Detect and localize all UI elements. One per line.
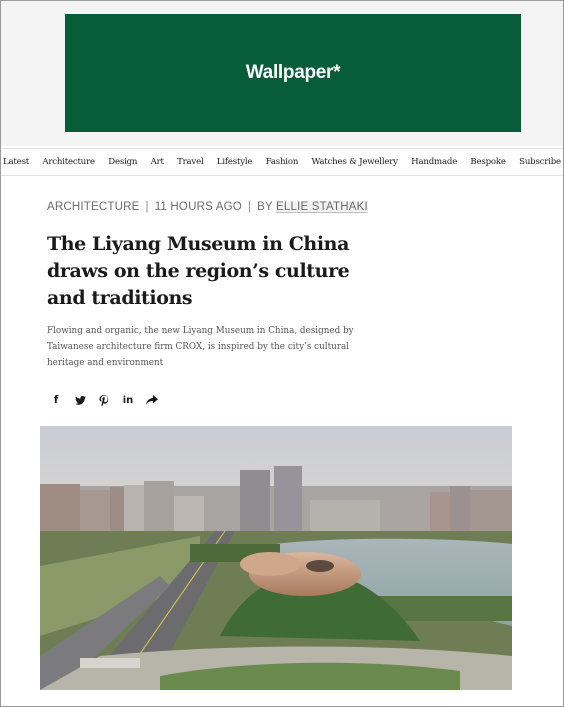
header-area	[1, 1, 563, 146]
author-link[interactable]: ELLIE STATHAKI	[276, 201, 368, 213]
nav-item-lifestyle[interactable]: Lifestyle	[216, 157, 253, 167]
linkedin-icon[interactable]	[116, 392, 140, 408]
nav-item-architecture[interactable]: Architecture	[42, 157, 95, 167]
publish-time: 11 HOURS AGO	[154, 201, 242, 213]
nav-item-art[interactable]: Art	[150, 157, 164, 167]
meta-separator: |	[247, 201, 252, 213]
twitter-icon[interactable]	[68, 392, 92, 408]
article-meta	[47, 201, 368, 213]
byline-prefix: BY	[257, 201, 273, 213]
nav-item-design[interactable]: Design	[108, 157, 138, 167]
facebook-glyph: f	[53, 394, 59, 406]
share-arrow-icon[interactable]	[140, 392, 164, 408]
main-nav	[1, 148, 563, 176]
hero-image	[40, 426, 512, 690]
article-headline: The Liyang Museum in China draws on the region’s culture and traditions	[47, 233, 350, 309]
category-link[interactable]: ARCHITECTURE	[47, 201, 140, 213]
site-logo[interactable]: Wallpaper*	[245, 62, 341, 83]
nav-item-bespoke[interactable]: Bespoke	[470, 157, 506, 167]
nav-item-travel[interactable]: Travel	[177, 157, 204, 167]
nav-item-watches-jewellery[interactable]: Watches & Jewellery	[311, 157, 398, 167]
brand-banner[interactable]	[65, 14, 521, 132]
nav-item-fashion[interactable]: Fashion	[265, 157, 299, 167]
linkedin-glyph: in	[122, 394, 134, 406]
nav-item-handmade[interactable]: Handmade	[411, 157, 458, 167]
facebook-icon[interactable]	[44, 392, 68, 408]
share-bar	[44, 392, 164, 408]
nav-item-subscribe[interactable]: Subscribe	[519, 157, 561, 167]
museum-aerial-photo	[40, 426, 512, 690]
meta-separator: |	[145, 201, 149, 213]
nav-item-latest[interactable]: Latest	[3, 157, 30, 167]
article-standfirst: Flowing and organic, the new Liyang Museum in China, designed by Taiwanese architecture firm CROX, is inspired by the city’s cultural heritage and environment	[47, 326, 354, 368]
pinterest-icon[interactable]	[92, 392, 116, 408]
